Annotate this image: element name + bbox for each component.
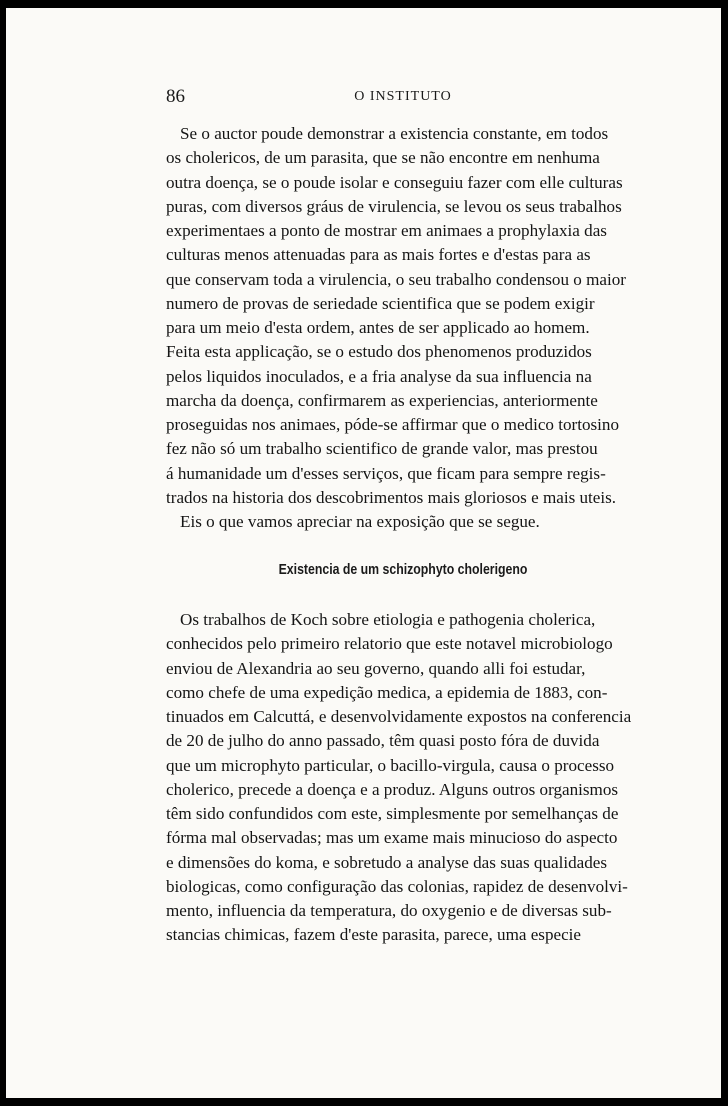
text-line: fez não só um trabalho scientifico de grande valor, mas prestou	[166, 439, 598, 459]
text-line: Se o auctor poude demonstrar a existencia constante, em todos	[180, 124, 609, 143]
text-line: stancias chimicas, fazem d'este parasita, parece, uma especie	[166, 925, 582, 945]
paragraph-3	[166, 608, 640, 948]
page-number: 86	[166, 86, 185, 107]
paragraph-2	[166, 510, 640, 534]
text-line: têm sido confundidos com este, simplesmente por semelhanças de	[166, 804, 619, 823]
text-line: á humanidade um d'esses serviços, que ficam para sempre regis-	[166, 463, 606, 483]
text-line: fórma mal observadas; mas um exame mais minucioso do aspecto	[166, 828, 618, 848]
text-line: Os trabalhos de Koch sobre etiologia e pathogenia cholerica,	[180, 610, 596, 629]
text-line: conhecidos pelo primeiro relatorio que este notavel microbiologo	[166, 634, 613, 654]
text-line: experimentaes a ponto de mostrar em animaes a prophylaxia das	[166, 221, 607, 240]
text-line: Eis o que vamos apreciar na exposição que se segue.	[180, 512, 540, 531]
text-line: enviou de Alexandria ao seu governo, quando alli foi estudar,	[166, 658, 586, 678]
text-line: para um meio d'esta ordem, antes de ser applicado ao homem.	[166, 318, 590, 337]
text-line: que conservam toda a virulencia, o seu trabalho condensou o maior	[166, 269, 626, 289]
text-line: biologicas, como configuração das colonias, rapidez de desenvolvi-	[166, 876, 628, 896]
text-line: Feita esta applicação, se o estudo dos phenomenos produzidos	[166, 342, 592, 362]
text-line: numero de provas de seriedade scientifica que se podem exigir	[166, 293, 595, 313]
text-line: outra doença, se o poude isolar e conseguiu fazer com elle culturas	[166, 172, 623, 192]
text-line: mento, influencia da temperatura, do oxygenio e de diversas sub-	[166, 901, 612, 920]
text-line: proseguidas nos animaes, póde-se affirmar que o medico tortosino	[166, 415, 620, 434]
text-line: os cholericos, de um parasita, que se não encontre em nenhuma	[166, 148, 600, 168]
text-line: trados na historia dos descobrimentos mais gloriosos e mais uteis.	[166, 487, 617, 507]
running-title: O INSTITUTO	[354, 89, 452, 104]
running-head	[166, 86, 640, 110]
text-line: e dimensões do koma, e sobretudo a analyse das suas qualidades	[166, 852, 607, 872]
paragraph-1	[166, 122, 640, 510]
text-line: de 20 de julho do anno passado, têm quasi posto fóra de duvida	[166, 731, 600, 751]
text-line: como chefe de uma expedição medica, a epidemia de 1883, con-	[166, 682, 608, 702]
text-line: puras, com diversos gráus de virulencia, se levou os seus trabalhos	[166, 196, 622, 216]
text-line: cholerico, precede a doença e a produz. Alguns outros organismos	[166, 779, 619, 799]
section-heading: Existencia de um schizophyto cholerigeno	[278, 561, 528, 578]
text-line: que um microphyto particular, o bacillo-virgula, causa o processo	[166, 755, 615, 775]
book-page	[6, 8, 721, 1098]
text-line: marcha da doença, confirmarem as experiencias, anteriormente	[166, 390, 598, 410]
text-line: culturas menos attenuadas para as mais fortes e d'estas para as	[166, 245, 591, 265]
text-line: pelos liquidos inoculados, e a fria analyse da sua influencia na	[166, 366, 592, 386]
text-line: tinuados em Calcuttá, e desenvolvidamente expostos na conferencia	[166, 707, 632, 726]
